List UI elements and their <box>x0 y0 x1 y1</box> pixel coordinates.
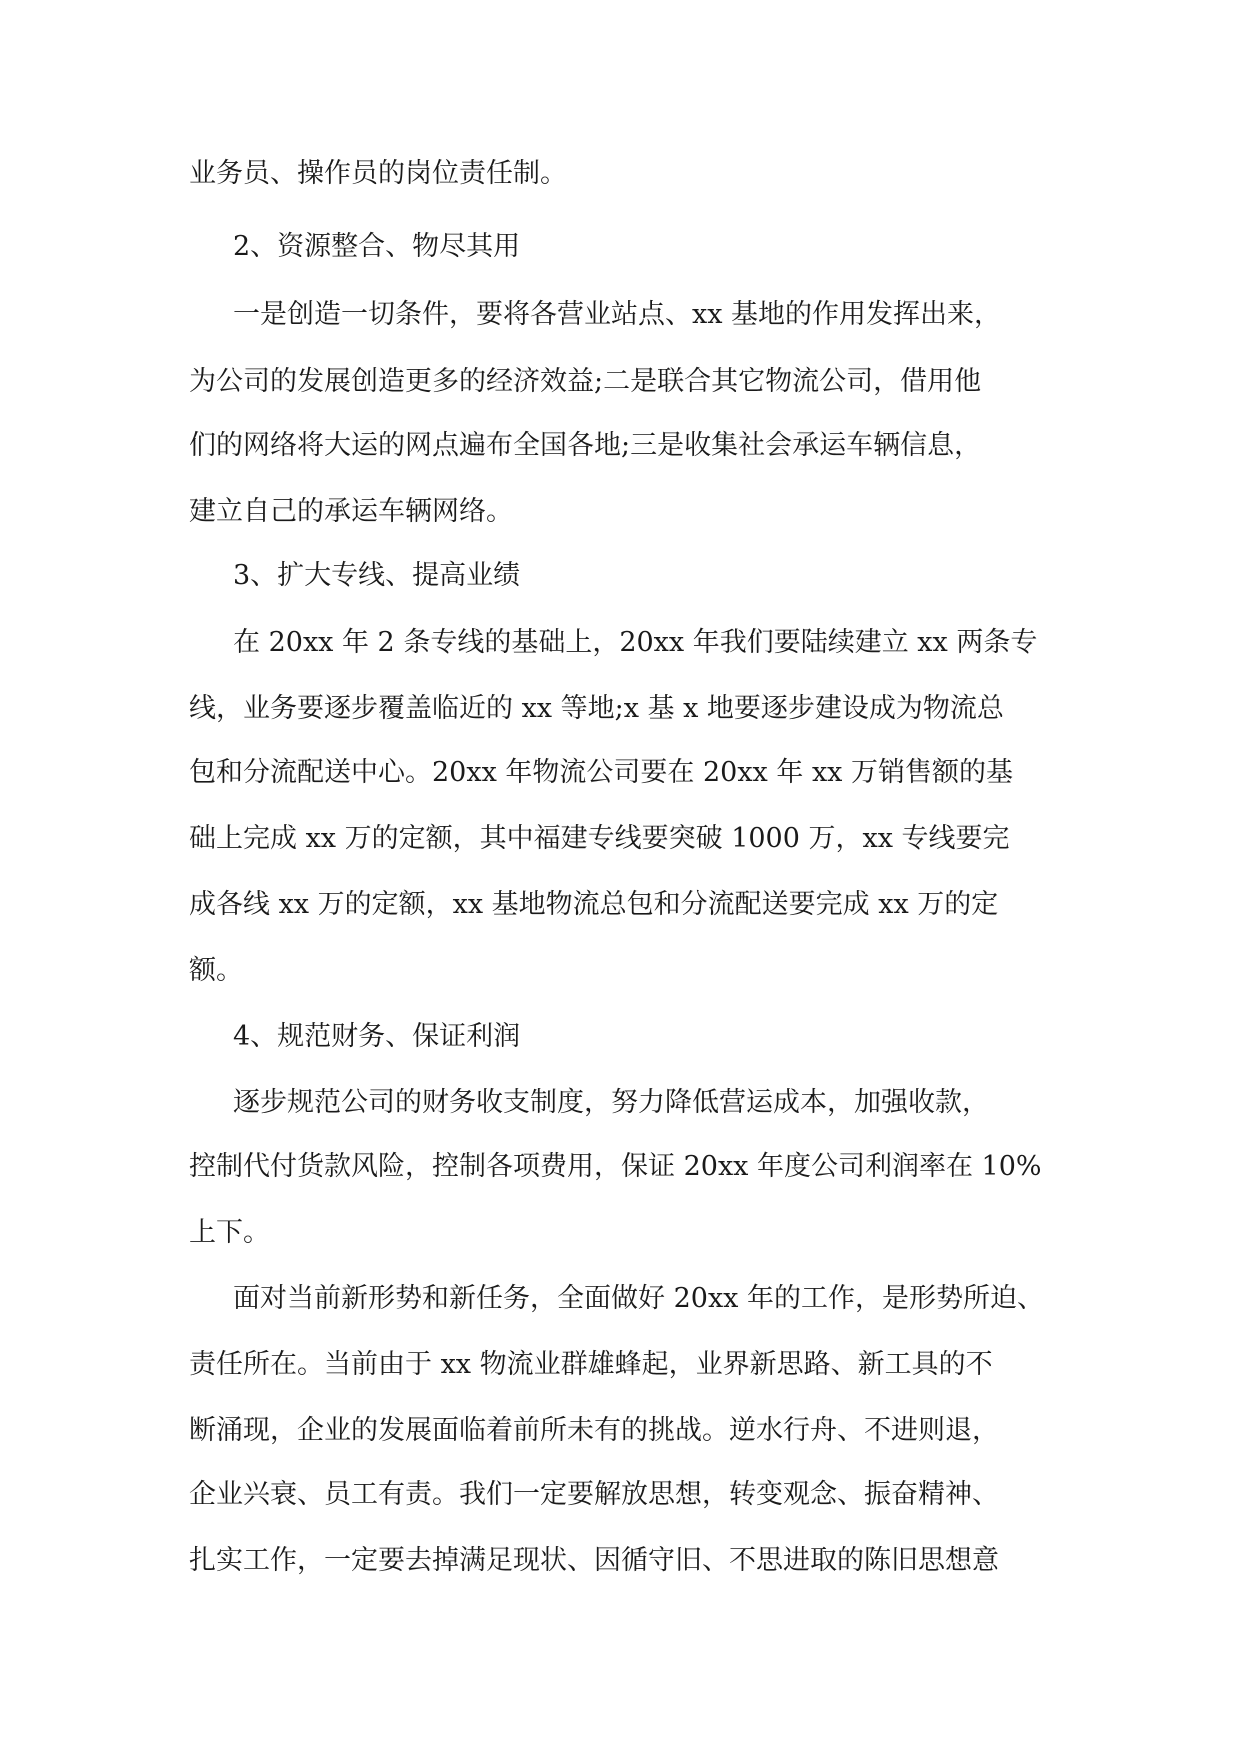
text-line: 包和分流配送中心。20xx 年物流公司要在 20xx 年 xx 万销售额的基 <box>189 757 1013 788</box>
text-line: 线，业务要逐步覆盖临近的 xx 等地;x 基 x 地要逐步建设成为物流总 <box>189 693 1004 724</box>
text-line: 断涌现，企业的发展面临着前所未有的挑战。逆水行舟、不进则退， <box>189 1415 999 1446</box>
text-line: 上下。 <box>189 1217 270 1248</box>
text-line: 业务员、操作员的岗位责任制。 <box>189 158 567 189</box>
text-line: 建立自己的承运车辆网络。 <box>189 496 513 527</box>
text-line: 额。 <box>189 955 243 986</box>
section-heading: 4、规范财务、保证利润 <box>233 1021 521 1052</box>
section-heading: 2、资源整合、物尽其用 <box>233 231 521 262</box>
text-line: 责任所在。当前由于 xx 物流业群雄蜂起，业界新思路、新工具的不 <box>189 1349 993 1380</box>
text-line: 础上完成 xx 万的定额，其中福建专线要突破 1000 万，xx 专线要完 <box>189 823 1010 854</box>
section-heading: 3、扩大专线、提高业绩 <box>233 560 521 591</box>
text-line: 面对当前新形势和新任务，全面做好 20xx 年的工作，是形势所迫、 <box>233 1283 1044 1314</box>
text-line: 扎实工作，一定要去掉满足现状、因循守旧、不思进取的陈旧思想意 <box>189 1545 999 1576</box>
text-line: 控制代付货款风险，控制各项费用，保证 20xx 年度公司利润率在 10% <box>189 1151 1042 1182</box>
text-line: 逐步规范公司的财务收支制度，努力降低营运成本，加强收款， <box>233 1087 989 1118</box>
text-line: 在 20xx 年 2 条专线的基础上，20xx 年我们要陆续建立 xx 两条专 <box>233 627 1038 658</box>
text-line: 一是创造一切条件，要将各营业站点、xx 基地的作用发挥出来， <box>233 299 1002 330</box>
text-line: 为公司的发展创造更多的经济效益;二是联合其它物流公司，借用他 <box>189 366 982 397</box>
text-line: 企业兴衰、员工有责。我们一定要解放思想，转变观念、振奋精神、 <box>189 1479 999 1510</box>
text-line: 成各线 xx 万的定额，xx 基地物流总包和分流配送要完成 xx 万的定 <box>189 889 999 920</box>
text-line: 们的网络将大运的网点遍布全国各地;三是收集社会承运车辆信息， <box>189 430 982 461</box>
